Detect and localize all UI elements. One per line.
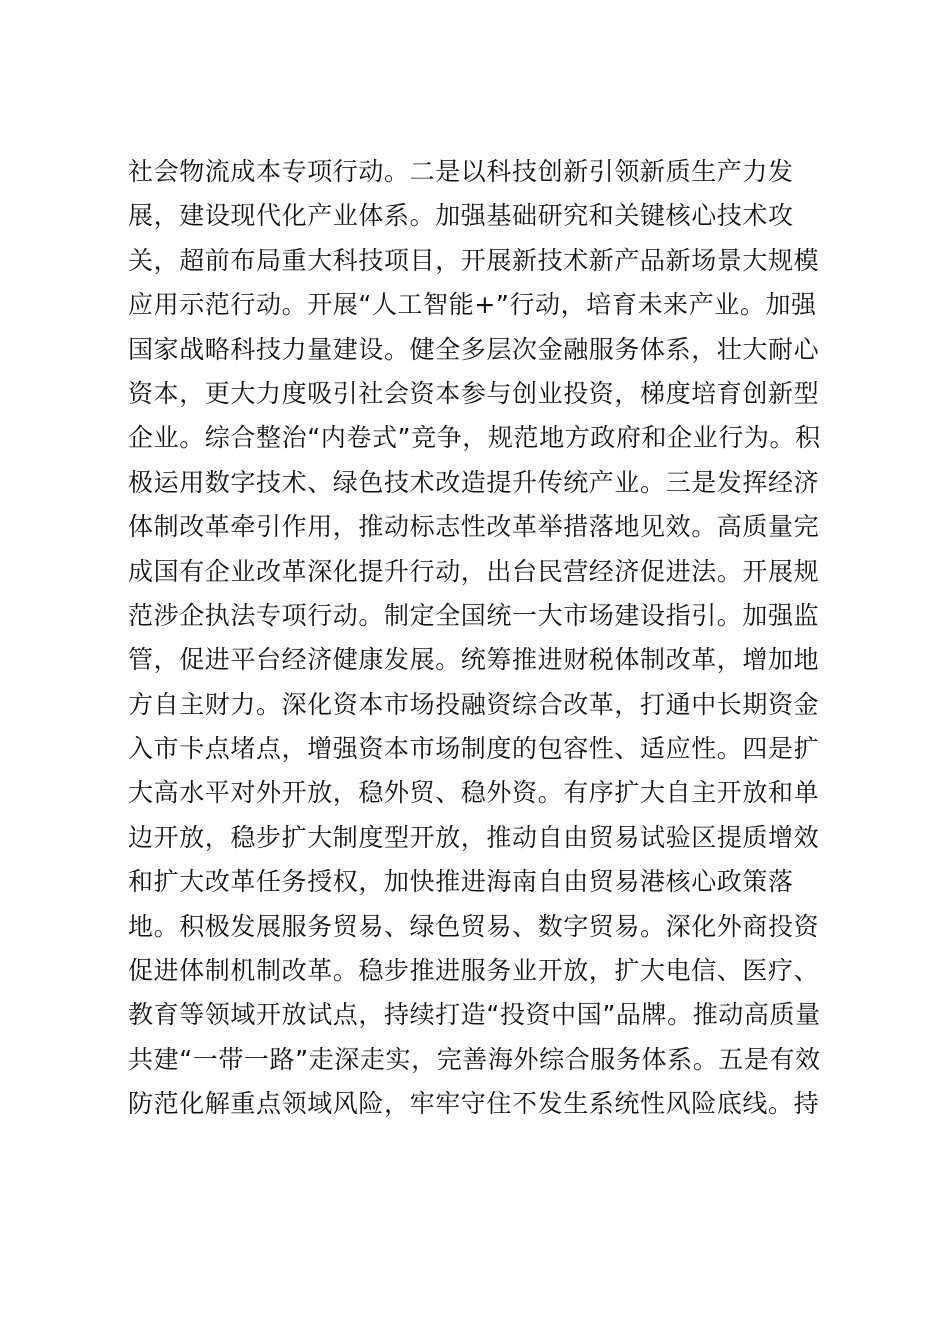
- text-line: 管，促进平台经济健康发展。统筹推进财税体制改革，增加地: [128, 645, 820, 675]
- body-text: [128, 150, 828, 1127]
- text-line: 防范化解重点领域风险，牢牢守住不发生系统性风险底线。持: [128, 1089, 820, 1119]
- text-line: 边开放，稳步扩大制度型开放，推动自由贸易试验区提质增效: [128, 822, 820, 852]
- text-line: 展，建设现代化产业体系。加强基础研究和关键核心技术攻: [128, 201, 794, 231]
- text-line: 应用示范行动。开展“人工智能+”行动，培育未来产业。加强: [128, 290, 817, 320]
- text-line: 体制改革牵引作用，推动标志性改革举措落地见效。高质量完: [128, 512, 820, 542]
- text-line: 入市卡点堵点，增强资本市场制度的包容性、适应性。四是扩: [128, 734, 820, 764]
- text-line: 关，超前布局重大科技项目，开展新技术新产品新场景大规模: [128, 245, 820, 275]
- text-line: 教育等领域开放试点，持续打造“投资中国”品牌。推动高质量: [128, 1000, 821, 1030]
- text-line: 社会物流成本专项行动。二是以科技创新引领新质生产力发: [128, 157, 794, 186]
- text-line: 资本，更大力度吸引社会资本参与创业投资，梯度培育创新型: [128, 378, 820, 408]
- text-line: 国家战略科技力量建设。健全多层次金融服务体系，壮大耐心: [128, 334, 820, 364]
- text-line: 企业。综合整治“内卷式”竞争，规范地方政府和企业行为。积: [128, 423, 821, 453]
- text-line: 大高水平对外开放，稳外贸、稳外资。有序扩大自主开放和单: [128, 778, 820, 808]
- text-line: 成国有企业改革深化提升行动，出台民营经济促进法。开展规: [128, 556, 820, 586]
- text-line: 地。积极发展服务贸易、绿色贸易、数字贸易。深化外商投资: [128, 911, 820, 941]
- text-line: 范涉企执法专项行动。制定全国统一大市场建设指引。加强监: [128, 600, 820, 630]
- text-line: 共建“一带一路”走深走实，完善海外综合服务体系。五是有效: [128, 1044, 821, 1074]
- text-line: 方自主财力。深化资本市场投融资综合改革，打通中长期资金: [128, 689, 820, 719]
- text-line: 和扩大改革任务授权，加快推进海南自由贸易港核心政策落: [128, 867, 794, 897]
- text-line: 促进体制机制改革。稳步推进服务业开放，扩大电信、医疗、: [128, 956, 820, 986]
- text-line: 极运用数字技术、绿色技术改造提升传统产业。三是发挥经济: [128, 467, 820, 497]
